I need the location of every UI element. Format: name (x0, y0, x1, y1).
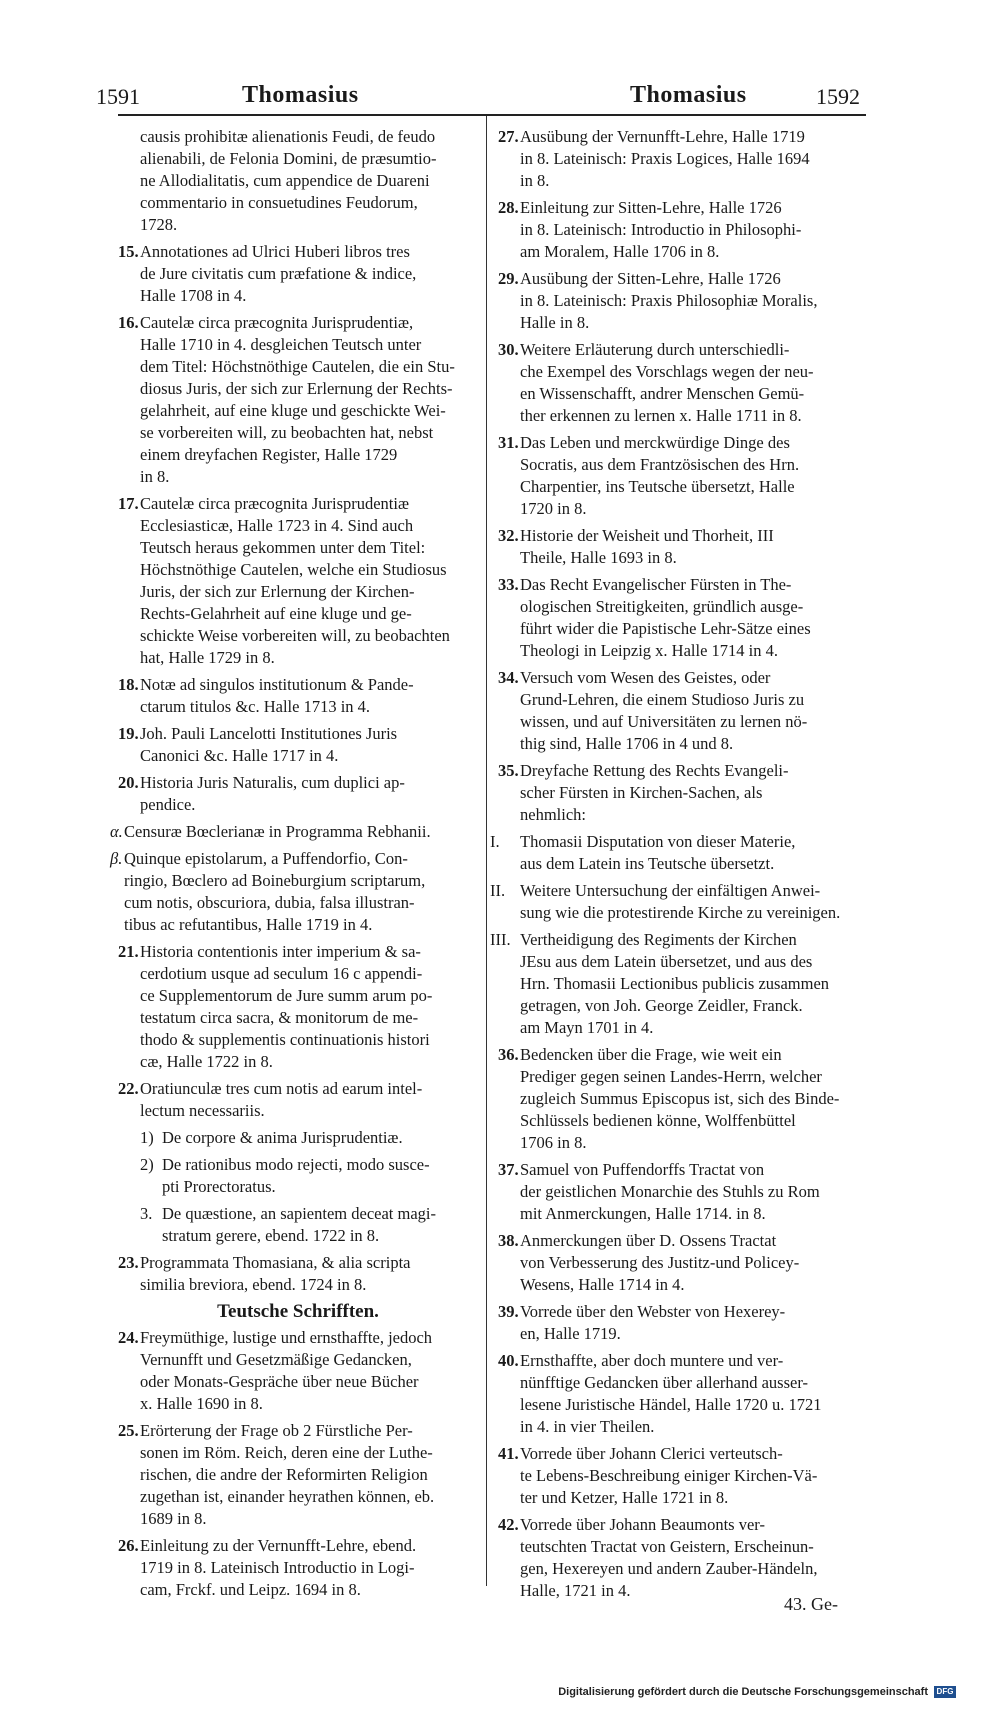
item-text: Das Recht Evangelischer Fürsten in The- ologischen Streitigkeiten, gründlich ausge- führt wider die Papistische Lehr-Sätze eines Theologi in Leipzig x. Halle 1714 in 4. (520, 575, 811, 660)
item-number: 1) (140, 1128, 154, 1147)
item-number: 36. (498, 1045, 519, 1064)
item-number: 24. (118, 1328, 139, 1347)
item-number: 2) (140, 1155, 154, 1174)
list-item (118, 674, 478, 718)
footer-credit-text: Digitalisierung gefördert durch die Deutsche Forschungsgemeinschaft (558, 1686, 928, 1698)
item-number: 19. (118, 724, 139, 743)
item-text: Versuch vom Wesen des Geistes, oder Grund-Lehren, die einem Studioso Juris zu wissen, und auf Universitäten zu lernen nö- thig sind, Halle 1706 in 4 und 8. (520, 668, 808, 753)
list-item (118, 493, 478, 669)
item-number: 25. (118, 1421, 139, 1440)
section-heading: Teutsche Schrifften. (217, 1301, 379, 1322)
list-item (118, 1327, 478, 1415)
item-number: 27. (498, 127, 519, 146)
list-item (118, 1535, 478, 1601)
list-item (490, 929, 866, 1039)
list-item (110, 848, 478, 936)
list-item (498, 1350, 866, 1438)
item-text: De rationibus modo rejecti, modo susce- pti Prorectoratus. (162, 1155, 430, 1196)
list-item (498, 525, 866, 569)
item-text: Thomasii Disputation von dieser Materie, aus dem Latein ins Teutsche übersetzt. (520, 832, 796, 873)
list-item (118, 1252, 478, 1296)
entries-block-d (118, 1327, 478, 1601)
list-item (498, 1044, 866, 1154)
sub-entries-block (118, 1127, 478, 1247)
item-number: 41. (498, 1444, 519, 1463)
item-text: Vorrede über Johann Beaumonts ver- teutschten Tractat von Geistern, Erscheinun- gen, Hexereyen und andern Zauber-Händeln, Halle, 1721 in 4. (520, 1515, 818, 1600)
item-number: 21. (118, 942, 139, 961)
item-number: 3. (140, 1204, 153, 1223)
item-text: Einleitung zur Sitten-Lehre, Halle 1726 in 8. Lateinisch: Introductio in Philosophi- am Moralem, Halle 1706 in 8. (520, 198, 802, 261)
item-text: Oratiunculæ tres cum notis ad earum intel- lectum necessariis. (140, 1079, 423, 1120)
column-divider (486, 116, 487, 1586)
item-text: Ernsthaffte, aber doch muntere und ver- nünfftige Gedancken über allerhand ausser- lesene Juristische Händel, Halle 1720 u. 1721 in 4. in vier Theilen. (520, 1351, 822, 1436)
catchword: 43. Ge- (784, 1594, 838, 1614)
item-text: De quæstione, an sapientem deceat magi- stratum gerere, ebend. 1722 in 8. (162, 1204, 436, 1245)
entries-block-b (118, 941, 478, 1122)
item-text: Erörterung der Frage ob 2 Fürstliche Per- sonen im Röm. Reich, deren eine der Luthe- rischen, die andre der Reformirten Religion zugethan ist, einander heyrathen können, eb. 1689 in 8. (140, 1421, 435, 1528)
page-number-right: 1592 (816, 84, 860, 109)
list-item (498, 268, 866, 334)
item-text: Vorrede über Johann Clerici verteutsch- te Lebens-Beschreibung einiger Kirchen-Vä- ter und Ketzer, Halle 1721 in 8. (520, 1444, 818, 1507)
item-number: 38. (498, 1231, 519, 1250)
item-number: 33. (498, 575, 519, 594)
item-number: 26. (118, 1536, 139, 1555)
item-text: Historia Juris Naturalis, cum duplici ap- pendice. (140, 773, 405, 814)
left-column (110, 126, 478, 1606)
item-text: Das Leben und merckwürdige Dinge des Socratis, aus dem Frantzösischen des Hrn. Charpentier, ins Teutsche übersetzt, Halle 1720 in 8. (520, 433, 800, 518)
item-text: Einleitung zu der Vernunfft-Lehre, ebend. 1719 in 8. Lateinisch Introductio in Logi- cam, Frckf. und Leipz. 1694 in 8. (140, 1536, 417, 1599)
list-item (498, 1514, 866, 1602)
entries-block-c (118, 1252, 478, 1296)
list-item (118, 772, 478, 816)
page-number-left: 1591 (96, 84, 140, 109)
dfg-logo: DFG (934, 1686, 956, 1698)
running-head-left: Thomasius (242, 82, 359, 108)
continuation-text: causis prohibitæ alienationis Feudi, de feudo alienabili, de Felonia Domini, de præsumtio- ne Allodialitatis, cum appendice de Duareni commentario in consuetudines Feudorum, 1728. (140, 127, 437, 234)
list-item (118, 1420, 478, 1530)
item-number: 28. (498, 198, 519, 217)
item-number: α. (110, 822, 123, 841)
roman-block (490, 831, 866, 1039)
item-text: Ausübung der Sitten-Lehre, Halle 1726 in 8. Lateinisch: Praxis Philosophiæ Moralis, Halle in 8. (520, 269, 818, 332)
item-text: Programmata Thomasiana, & alia scripta similia breviora, ebend. 1724 in 8. (140, 1253, 411, 1294)
item-number: 22. (118, 1079, 139, 1098)
item-text: Bedencken über die Frage, wie weit ein Prediger gegen seinen Landes-Herrn, welcher zugleich Summus Episcopus ist, sich des Binde- Schlüssels bedienen könne, Wolffenbüttel 1706 in 8. (520, 1045, 840, 1152)
list-item (498, 1443, 866, 1509)
item-text: Ausübung der Vernunfft-Lehre, Halle 1719 in 8. Lateinisch: Praxis Logices, Halle 1694 in 8. (520, 127, 810, 190)
list-item (118, 723, 478, 767)
item-number: 42. (498, 1515, 519, 1534)
item-text: Freymüthige, lustige und ernsthaffte, jedoch Vernunfft und Gesetzmäßige Gedancken, oder Monats-Gespräche über neue Bücher x. Halle 1690 in 8. (140, 1328, 433, 1413)
item-text: Weitere Untersuchung der einfältigen Anwei- sung wie die protestirende Kirche zu vereinigen. (520, 881, 841, 922)
item-text: Censuræ Bœclerianæ in Programma Rebhanii. (124, 822, 431, 841)
greek-block (110, 821, 478, 936)
item-text: Joh. Pauli Lancelotti Institutiones Juris Canonici &c. Halle 1717 in 4. (140, 724, 398, 765)
list-item (118, 1078, 478, 1122)
running-head-right: Thomasius (630, 82, 747, 108)
list-item (498, 760, 866, 826)
entries-block-f (498, 1044, 866, 1602)
entries-block-a (118, 241, 478, 816)
item-number: 40. (498, 1351, 519, 1370)
item-number: 29. (498, 269, 519, 288)
list-item (118, 1203, 478, 1247)
item-number: 30. (498, 340, 519, 359)
item-number: II. (490, 881, 506, 900)
list-item (118, 241, 478, 307)
item-text: Annotationes ad Ulrici Huberi libros tres de Jure civitatis cum præfatione & indice, Halle 1708 in 4. (140, 242, 417, 305)
item-text: Historia contentionis inter imperium & sa- cerdotium usque ad seculum 16 c appendi- ce Supplementorum de Jure summ arum po- testatum circa sacra, & monitorum de me- thodo & supplementis continuationis histori cæ, Halle 1722 in 8. (140, 942, 433, 1071)
item-number: 23. (118, 1253, 139, 1272)
item-number: 18. (118, 675, 139, 694)
item-number: 39. (498, 1302, 519, 1321)
list-item (498, 1230, 866, 1296)
list-item (118, 941, 478, 1073)
list-item (490, 831, 866, 875)
item-text: Weitere Erläuterung durch unterschiedli- che Exempel des Vorschlags wegen der neu- en Wissenschafft, andrer Menschen Gemü- ther erkennen zu lernen x. Halle 1711 in 8. (520, 340, 814, 425)
item-number: 34. (498, 668, 519, 687)
list-item (498, 197, 866, 263)
item-number: 37. (498, 1160, 519, 1179)
item-number: 17. (118, 494, 139, 513)
list-item (118, 1127, 478, 1149)
item-number: 35. (498, 761, 519, 780)
list-item (498, 1159, 866, 1225)
list-item (498, 667, 866, 755)
list-item (118, 312, 478, 488)
item-text: De corpore & anima Jurisprudentiæ. (162, 1128, 403, 1147)
item-number: I. (490, 832, 500, 851)
list-item (498, 574, 866, 662)
list-item (118, 1154, 478, 1198)
item-number: β. (110, 849, 123, 868)
item-text: Vertheidigung des Regiments der Kirchen JEsu aus dem Latein übersetzet, und aus des Hrn. Thomasii Lectionibus publicis zusammen getragen, von Joh. George Zeidler, Franck. am Mayn 1701 in 4. (520, 930, 830, 1037)
item-number: 15. (118, 242, 139, 261)
list-item (498, 126, 866, 192)
list-item (498, 1301, 866, 1345)
item-text: Samuel von Puffendorffs Tractat von der geistlichen Monarchie des Stuhls zu Rom mit Anmerckungen, Halle 1714. in 8. (520, 1160, 820, 1223)
list-item (498, 339, 866, 427)
item-text: Anmerckungen über D. Ossens Tractat von Verbesserung des Justitz-und Policey- Wesens, Halle 1714 in 4. (520, 1231, 800, 1294)
list-item (490, 880, 866, 924)
footer-credit (558, 1686, 956, 1698)
item-number: 31. (498, 433, 519, 452)
item-text: Dreyfache Rettung des Rechts Evangeli- scher Fürsten in Kirchen-Sachen, als nehmlich: (520, 761, 789, 824)
item-text: Historie der Weisheit und Thorheit, III Theile, Halle 1693 in 8. (520, 526, 774, 567)
item-number: 20. (118, 773, 139, 792)
item-text: Quinque epistolarum, a Puffendorfio, Con- ringio, Bœclero ad Boineburgium scriptarum, cum notis, obscuriora, dubia, falsa illustran- tibus ac refutantibus, Halle 1719 in 4. (124, 849, 426, 934)
right-column (490, 126, 866, 1607)
item-text: Notæ ad singulos institutionum & Pande- ctarum titulos &c. Halle 1713 in 4. (140, 675, 414, 716)
item-text: Cautelæ circa præcognita Jurisprudentiæ Ecclesiasticæ, Halle 1723 in 4. Sind auch Teutsch heraus gekommen unter dem Titel: Höchstnöthige Cautelen, welche ein Studiosus Juris, der sich zur Erlernung der Kirchen- Rechts-Gelahrheit auf eine kluge und ge- schickte Weise vorbereiten will, zu beobachten hat, Halle 1729 in 8. (140, 494, 450, 667)
entries-block-e (498, 126, 866, 826)
item-number: 32. (498, 526, 519, 545)
list-item (110, 821, 478, 843)
header-rule (118, 114, 866, 116)
item-text: Cautelæ circa præcognita Jurisprudentiæ, Halle 1710 in 4. desgleichen Teutsch unter dem Titel: Höchstnöthige Cautelen, die ein Stu- diosus Juris, der sich zur Erlernung der Rechts- gelahrheit, auf eine kluge und geschickte Wei- se vorbereiten will, zu beobachten hat, nebst einem dreyfachen Register, Halle 1729 in 8. (140, 313, 455, 486)
item-number: III. (490, 930, 511, 949)
item-number: 16. (118, 313, 139, 332)
list-item (498, 432, 866, 520)
item-text: Vorrede über den Webster von Hexerey- en, Halle 1719. (520, 1302, 786, 1343)
